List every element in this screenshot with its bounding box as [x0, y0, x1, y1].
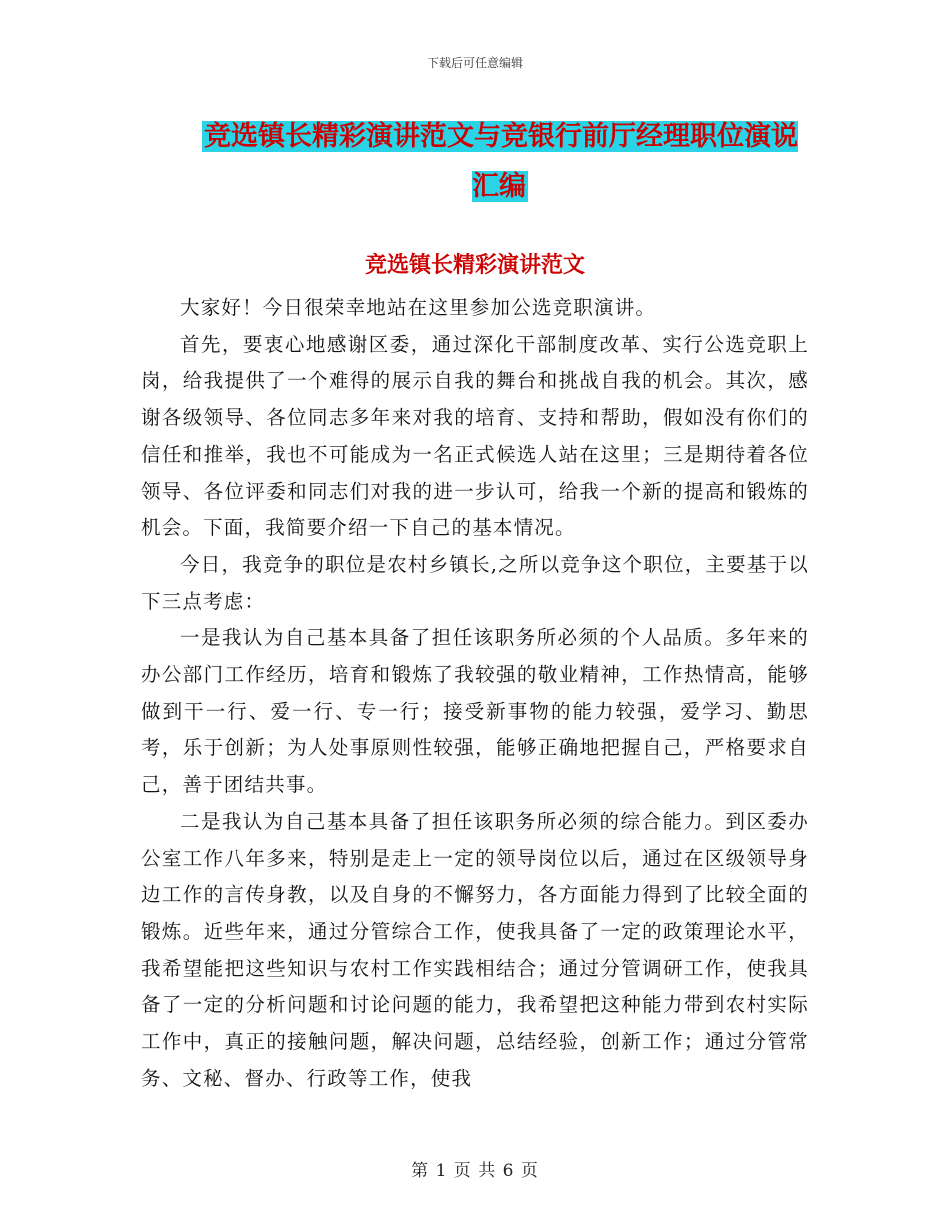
- document-body: [141, 290, 809, 1097]
- document-title: [190, 112, 810, 212]
- paragraph-greeting: 大家好！今日很荣幸地站在这里参加公选竞职演讲。: [180, 296, 657, 319]
- paragraph-reason-two: 二是我认为自己基本具备了担任该职务所必须的综合能力。到区委办公室工作八年多来，特别是走上一定的领导岗位以后，通过在区级领导身边工作的言传身教，以及自身的不懈努力，各方面能力得到了比较全面的锻炼。近些年来，通过分管综合工作，使我具备了一定的政策理论水平，我希望能把这些知识与农村工作实践相结合；通过分管调研工作，使我具备了一定的分析问题和讨论问题的能力，我希望把这种能力带到农村实际工作中，真正的接触问题，解决问题，总结经验，创新工作；通过分管常务、文秘、督办、行政等工作，使我: [141, 809, 809, 1090]
- paragraph-thanks: 首先，要衷心地感谢区委，通过深化干部制度改革、实行公选竞职上岗，给我提供了一个难得的展示自我的舞台和挑战自我的机会。其次，感谢各级领导、各位同志多年来对我的培育、支持和帮助，假如没有你们的信任和推举，我也不可能成为一名正式候选人站在这里；三是期待着各位领导、各位评委和同志们对我的进一步认可，给我一个新的提高和锻炼的机会。下面，我简要介绍一下自己的基本情况。: [141, 332, 809, 540]
- page-number-footer: 第 1 页 共 6 页: [411, 1161, 539, 1181]
- paragraph-position: 今日，我竞争的职位是农村乡镇长,之所以竞争这个职位，主要基于以下三点考虑：: [141, 552, 809, 613]
- section-heading: 竞选镇长精彩演讲范文: [364, 252, 585, 278]
- document-title-text: 竞选镇长精彩演讲范文与竞银行前厅经理职位演说汇编: [204, 121, 798, 202]
- header-note: 下载后可任意编辑: [426, 56, 523, 70]
- paragraph-reason-one: 一是我认为自己基本具备了担任该职务所必须的个人品质。多年来的办公部门工作经历，培育和锻炼了我较强的敬业精神，工作热情高，能够做到干一行、爱一行、专一行；接受新事物的能力较强，爱学习、勤思考，乐于创新；为人处事原则性较强，能够正确地把握自己，严格要求自己，善于团结共事。: [141, 626, 809, 797]
